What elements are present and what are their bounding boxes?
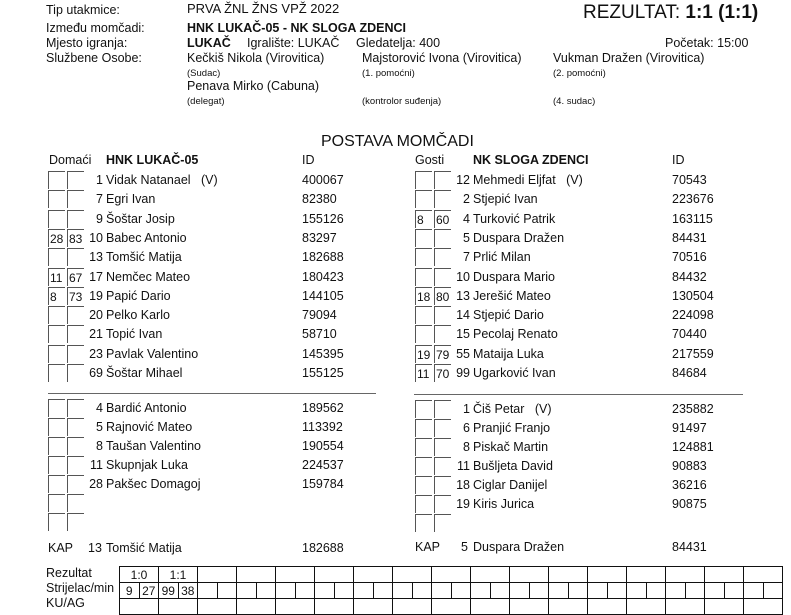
player-row: [0, 400, 791, 419]
goal-minute-cell: [568, 583, 588, 599]
player-id: 235882: [672, 402, 714, 416]
score-cell: [276, 567, 315, 583]
spectators-label: Gledatelja: 400: [356, 36, 441, 50]
player-name: Duspara Mario: [473, 269, 555, 284]
home-id-header: ID: [302, 153, 315, 167]
player-row: [0, 419, 791, 438]
player-number: 28: [89, 477, 103, 491]
player-id: 180423: [302, 269, 344, 284]
player-id: 155126: [302, 211, 344, 226]
scorer-number-cell: [354, 583, 374, 599]
scorer-number-cell: [198, 583, 218, 599]
player-id: 145395: [302, 346, 344, 361]
player-name: Ugarković Ivan: [473, 366, 556, 380]
entry-minute-box: [415, 495, 432, 513]
score-cell: [198, 567, 237, 583]
match-type-value: PRVA ŽNL ŽNS VPŽ 2022: [187, 1, 340, 16]
player-name: Nemčec Mateo: [106, 269, 191, 284]
player-number: 5: [96, 420, 103, 434]
entry-minute-box: [415, 419, 432, 437]
player-id: 91497: [672, 421, 707, 435]
player-name: Egri Ivan: [106, 192, 156, 207]
kuag-cell: [276, 599, 315, 615]
lineup-title: POSTAVA MOMČADI: [321, 133, 474, 150]
scorer-number-cell: [666, 583, 686, 599]
away-id-header: ID: [672, 153, 685, 167]
kuag-cell: [354, 599, 393, 615]
goal-minute-cell: [373, 583, 393, 599]
player-number: 21: [89, 327, 103, 342]
score-cell: [705, 567, 744, 583]
player-row: [0, 495, 791, 514]
player-number: 11: [90, 458, 103, 472]
scorer-number-cell: [315, 583, 335, 599]
scorer-number-cell: [237, 583, 257, 599]
goal-minute-cell: [763, 583, 783, 599]
score-cell: [627, 567, 666, 583]
player-number: 11: [457, 459, 470, 473]
kuag-cell: [705, 599, 744, 615]
player-id: 84684: [672, 366, 707, 380]
scorer-number-cell: 9: [120, 583, 140, 599]
player-number: 9: [96, 211, 103, 226]
scoring-table: [119, 566, 783, 615]
entry-minute-box: [415, 438, 432, 456]
player-number: 14: [456, 308, 470, 323]
goal-minute-cell: [490, 583, 510, 599]
player-id: 84431: [672, 230, 707, 245]
player-id: 90883: [672, 459, 707, 473]
player-row: [0, 171, 791, 190]
player-name: Kiris Jurica: [473, 497, 535, 511]
kuag-cell: [471, 599, 510, 615]
player-row: [0, 364, 791, 383]
exit-minute-box: 70: [434, 364, 451, 382]
match-type-label: Tip utakmice:: [46, 3, 120, 17]
player-id: 189562: [302, 401, 344, 415]
player-number: 5: [463, 230, 470, 245]
player-name: Pelko Karlo: [106, 308, 170, 323]
kuag-cell: [393, 599, 432, 615]
player-row: [0, 248, 791, 267]
goal-minute-cell: [295, 583, 315, 599]
entry-minute-box: 28: [48, 229, 65, 247]
goal-minute-cell: [217, 583, 237, 599]
scorer-number-cell: [588, 583, 608, 599]
player-id: 79094: [302, 308, 337, 323]
player-id: 70440: [672, 327, 707, 342]
entry-minute-box: 8: [48, 287, 65, 305]
player-name: Skupnjak Luka: [106, 458, 189, 472]
home-captain-num: 13: [88, 541, 102, 555]
official-role: (4. sudac): [553, 96, 596, 107]
official-role: (kontrolor suđenja): [362, 96, 442, 107]
player-name: Taušan Valentino: [106, 439, 201, 453]
goal-minute-cell: [724, 583, 744, 599]
score-cell: [744, 567, 783, 583]
score-cell: [432, 567, 471, 583]
result-value: 1:1 (1:1): [685, 2, 759, 23]
entry-minute-box: 11: [48, 268, 65, 286]
away-captain-num: 5: [461, 540, 468, 554]
score-cell: [315, 567, 354, 583]
player-id: 190554: [302, 439, 344, 453]
player-number: 99: [456, 366, 470, 380]
player-number: 20: [89, 308, 103, 323]
exit-minute-box: 67: [67, 268, 84, 286]
player-name: Prlić Milan: [473, 250, 531, 265]
venue-label: Mjesto igranja:: [46, 36, 128, 50]
goal-minute-cell: [334, 583, 354, 599]
player-row: [0, 476, 791, 495]
player-number: 19: [456, 497, 470, 511]
player-id: 36216: [672, 478, 707, 492]
officials-label: Službene Osobe:: [46, 51, 142, 65]
player-number: 12: [456, 173, 470, 187]
away-captain-name: Duspara Dražen: [473, 540, 565, 554]
scorer-number-cell: [432, 583, 452, 599]
kuag-row-label: KU/AG: [46, 596, 85, 610]
player-id: 224098: [672, 308, 714, 323]
player-number: 7: [96, 192, 103, 207]
away-captain-label: KAP: [415, 540, 441, 554]
player-id: 224537: [302, 458, 344, 472]
entry-minute-box: [415, 306, 432, 324]
home-side-label: Domaći: [49, 153, 92, 167]
player-id: 70543: [672, 173, 707, 187]
player-name: Pavlak Valentino: [106, 346, 199, 361]
player-name: Turković Patrik: [473, 211, 556, 226]
goal-minute-cell: [412, 583, 432, 599]
player-name: Jerešić Mateo: [473, 288, 551, 303]
exit-minute-box: 60: [434, 210, 451, 228]
player-name: Piskač Martin: [473, 440, 549, 454]
player-number: 1: [463, 402, 470, 416]
player-name: Čiš Petar (V): [473, 402, 552, 416]
player-name: Rajnović Mateo: [106, 420, 193, 434]
player-row: [0, 210, 791, 229]
away-side-label: Gosti: [415, 153, 445, 167]
ground-label: Igralište: LUKAČ: [247, 36, 340, 50]
exit-minute-box: [434, 514, 451, 532]
entry-minute-box: [415, 514, 432, 532]
player-id: 124881: [672, 440, 714, 454]
teams-value: HNK LUKAČ-05 - NK SLOGA ZDENCI: [187, 21, 406, 35]
player-number: 2: [463, 192, 470, 207]
kuag-cell: [744, 599, 783, 615]
goal-minute-cell: 38: [178, 583, 198, 599]
home-divider: [48, 393, 376, 394]
player-number: 4: [463, 211, 470, 226]
result-row-label: Rezultat: [46, 566, 92, 580]
score-cell: [393, 567, 432, 583]
player-name: Babec Antonio: [106, 230, 187, 245]
player-row: [0, 438, 791, 457]
official-name: Majstorović Ivona (Virovitica): [362, 51, 522, 65]
score-cell: [666, 567, 705, 583]
player-id: 90875: [672, 497, 707, 511]
player-id: 159784: [302, 477, 344, 491]
entry-minute-box: [415, 457, 432, 475]
player-id: 400067: [302, 173, 344, 187]
player-id: 182688: [302, 250, 344, 265]
home-captain-name: Tomšić Matija: [106, 541, 182, 555]
scorer-row-label: Strijelac/min: [46, 581, 115, 595]
player-number: 13: [456, 288, 470, 303]
player-name: Bušljeta David: [473, 459, 553, 473]
entry-minute-box: [415, 325, 432, 343]
player-number: 8: [96, 439, 103, 453]
exit-minute-box: 79: [434, 345, 451, 363]
goal-minute-cell: 27: [139, 583, 159, 599]
entry-minute-box: 19: [415, 345, 432, 363]
home-captain-id: 182688: [302, 541, 344, 555]
scorer-number-cell: 99: [159, 583, 179, 599]
player-number: 18: [456, 478, 470, 492]
player-row: [0, 457, 791, 476]
scorer-number-cell: [471, 583, 491, 599]
kuag-row: [120, 599, 783, 615]
player-name: Duspara Dražen: [473, 230, 565, 245]
player-name: Papić Dario: [106, 288, 171, 303]
player-row: [0, 325, 791, 344]
player-name: Šoštar Mihael: [106, 366, 183, 380]
player-number: 10: [456, 269, 470, 284]
player-row: [0, 229, 791, 248]
official-role: (Sudac): [187, 68, 221, 79]
scorer-number-cell: [705, 583, 725, 599]
kuag-cell: [159, 599, 198, 615]
player-id: 70516: [672, 250, 707, 265]
teams-label: Između momčadi:: [46, 21, 145, 35]
score-row: [120, 567, 783, 583]
kuag-cell: [588, 599, 627, 615]
player-number: 13: [89, 250, 103, 265]
player-number: 69: [89, 366, 103, 380]
player-name: Pecolaj Renato: [473, 327, 558, 342]
goal-minute-cell: [685, 583, 705, 599]
entry-minute-box: [415, 476, 432, 494]
entry-minute-box: [415, 400, 432, 418]
player-name: Mehmedi Eljfat (V): [473, 173, 583, 187]
home-team-name: HNK LUKAČ-05: [106, 153, 199, 167]
player-row: [0, 287, 791, 306]
entry-minute-box: 18: [415, 287, 432, 305]
official-role: (1. pomoćni): [362, 68, 415, 79]
player-number: 23: [89, 346, 103, 361]
player-number: 8: [463, 440, 470, 454]
scorer-number-cell: [549, 583, 569, 599]
score-cell: [549, 567, 588, 583]
player-name: Bardić Antonio: [106, 401, 187, 415]
player-id: 144105: [302, 288, 344, 303]
entry-minute-box: [415, 190, 432, 208]
entry-minute-box: [415, 268, 432, 286]
player-id: 82380: [302, 192, 337, 207]
player-id: 113392: [302, 420, 343, 434]
player-name: Stjepić Ivan: [473, 192, 538, 207]
entry-minute-box: [415, 171, 432, 189]
goal-minute-cell: [256, 583, 276, 599]
official-role: (delegat): [187, 96, 225, 107]
player-name: Ciglar Danijel: [473, 478, 548, 492]
score-cell: [510, 567, 549, 583]
score-cell: [237, 567, 276, 583]
player-id: 217559: [672, 346, 714, 361]
kuag-cell: [198, 599, 237, 615]
scorer-number-cell: [276, 583, 296, 599]
away-divider: [414, 394, 743, 395]
start-time: Početak: 15:00: [665, 36, 749, 50]
entry-minute-box: [415, 248, 432, 266]
away-captain-id: 84431: [672, 540, 707, 554]
player-number: 17: [89, 269, 103, 284]
player-name: Vidak Natanael (V): [106, 173, 218, 187]
player-row: [0, 345, 791, 364]
player-id: 163115: [672, 211, 713, 226]
player-number: 7: [463, 250, 470, 265]
player-name: Šoštar Josip: [106, 211, 175, 226]
result-label: REZULTAT:: [583, 2, 681, 23]
official-role: (2. pomoćni): [553, 68, 606, 79]
kuag-cell: [237, 599, 276, 615]
goal-minute-cell: [529, 583, 549, 599]
player-name: Pakšec Domagoj: [106, 477, 201, 491]
goal-minute-cell: [451, 583, 471, 599]
exit-minute-box: 80: [434, 287, 451, 305]
home-captain-label: KAP: [48, 541, 74, 555]
kuag-cell: [432, 599, 471, 615]
player-number: 15: [456, 327, 470, 342]
player-row: [0, 306, 791, 325]
entry-minute-box: 8: [415, 210, 432, 228]
entry-minute-box: [415, 229, 432, 247]
kuag-cell: [549, 599, 588, 615]
player-name: Stjepić Dario: [473, 308, 544, 323]
player-name: Tomšić Matija: [106, 250, 182, 265]
player-number: 19: [89, 288, 103, 303]
exit-minute-box: 73: [67, 287, 84, 305]
goal-minute-cell: [607, 583, 627, 599]
player-row: [0, 514, 791, 533]
kuag-cell: [666, 599, 705, 615]
exit-minute-box: 83: [67, 229, 84, 247]
official-name: Vukman Dražen (Virovitica): [553, 51, 705, 65]
result-heading: [583, 2, 758, 24]
player-id: 58710: [302, 327, 337, 342]
player-id: 84432: [672, 269, 707, 284]
player-name: Topić Ivan: [106, 327, 163, 342]
official-name: Penava Mirko (Cabuna): [187, 79, 320, 93]
score-cell: [354, 567, 393, 583]
entry-minute-box: 11: [415, 364, 432, 382]
player-id: 83297: [302, 230, 337, 245]
official-name: Kečkiš Nikola (Virovitica): [187, 51, 325, 65]
player-name: Mataija Luka: [473, 346, 544, 361]
player-number: 1: [96, 173, 103, 187]
goal-minute-cell: [646, 583, 666, 599]
scorer-number-cell: [627, 583, 647, 599]
player-number: 55: [456, 346, 470, 361]
kuag-cell: [510, 599, 549, 615]
kuag-cell: [627, 599, 666, 615]
player-id: 155125: [302, 366, 344, 380]
score-cell: 1:1: [159, 567, 198, 583]
player-id: 130504: [672, 288, 714, 303]
kuag-cell: [120, 599, 159, 615]
player-number: 4: [96, 401, 103, 415]
player-row: [0, 190, 791, 209]
scorer-number-cell: [744, 583, 764, 599]
player-number: 10: [89, 230, 103, 245]
scorer-number-cell: [393, 583, 413, 599]
kuag-cell: [315, 599, 354, 615]
player-number: 6: [463, 421, 470, 435]
away-team-name: NK SLOGA ZDENCI: [473, 153, 589, 167]
player-id: 223676: [672, 192, 714, 207]
player-name: Pranjić Franjo: [473, 421, 551, 435]
player-row: [0, 268, 791, 287]
score-cell: [588, 567, 627, 583]
venue-value: LUKAČ: [187, 36, 231, 50]
scorer-row: [120, 583, 783, 599]
score-cell: 1:0: [120, 567, 159, 583]
score-cell: [471, 567, 510, 583]
scorer-number-cell: [510, 583, 530, 599]
